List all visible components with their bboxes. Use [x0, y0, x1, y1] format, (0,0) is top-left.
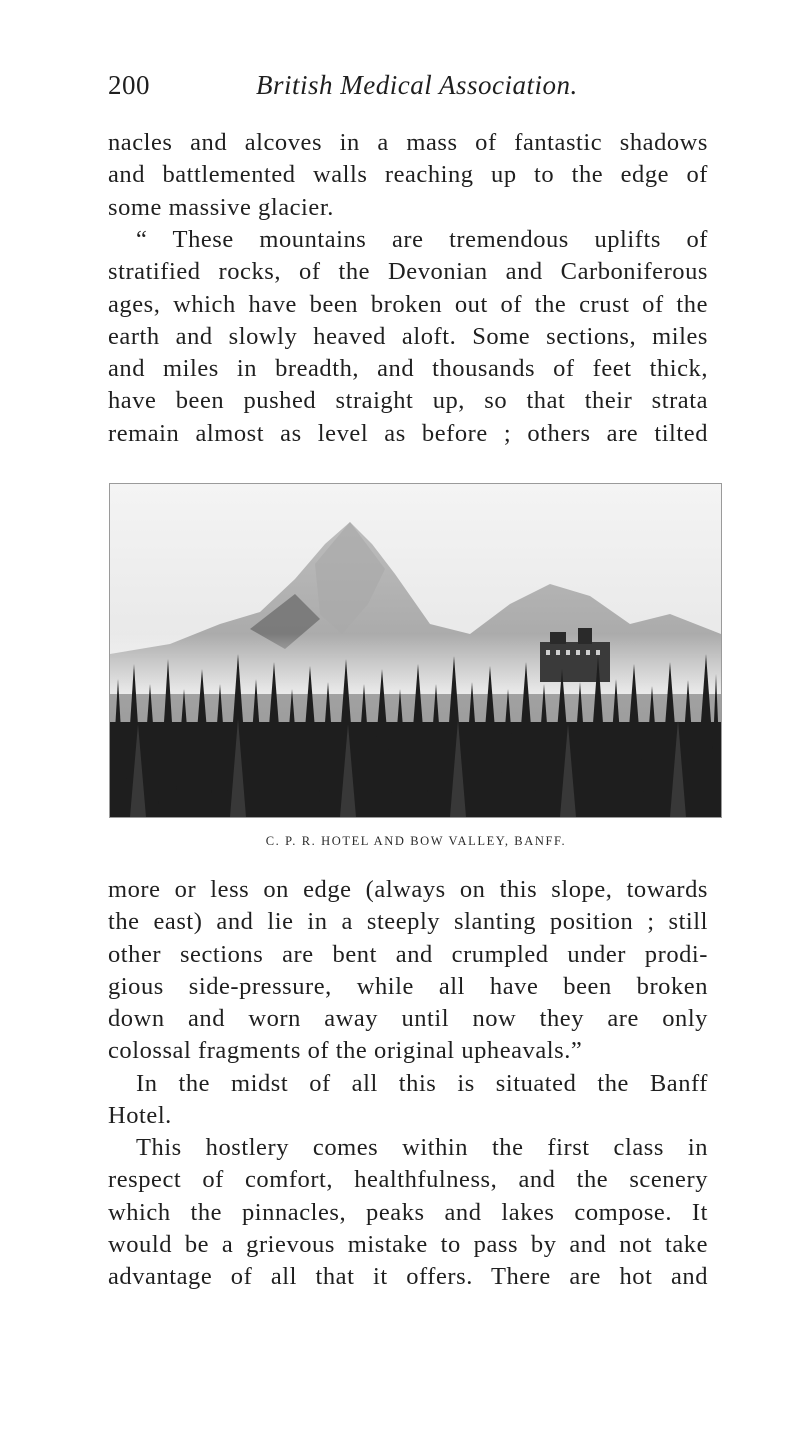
page-number: 200 — [108, 70, 150, 100]
text-line: more or less on edge (always on this slope, towards — [108, 876, 708, 903]
journal-title: British Medical Association. — [256, 70, 578, 100]
text-line: gious side-pressure, while all have been broken — [108, 972, 708, 1000]
running-head — [108, 70, 708, 110]
text-line: other sections are bent and crumpled under prodi- — [108, 940, 708, 968]
paragraph-continued — [108, 874, 708, 1068]
text-line: colossal fragments of the original upheavals.” — [108, 1037, 583, 1065]
text-line: remain almost as level as before ; others are tilted — [108, 419, 708, 447]
text-line: some massive glacier. — [108, 193, 334, 221]
text-line: and miles in breadth, and thousands of feet thick, — [108, 355, 708, 383]
text-line: down and worn away until now they are only — [108, 1005, 708, 1033]
text-line: would be a grievous mistake to pass by and not take — [108, 1230, 708, 1258]
text-line: respect of comfort, healthfulness, and the scenery — [108, 1166, 708, 1194]
text-line: nacles and alcoves in a mass of fantastic shadows — [108, 129, 708, 156]
text-line: Hotel. — [108, 1102, 172, 1130]
text-line: This hostlery comes within the first class in — [136, 1134, 708, 1161]
text-line: stratified rocks, of the Devonian and Carboniferous — [108, 258, 708, 286]
text-line: which the pinnacles, peaks and lakes compose. It — [108, 1198, 708, 1226]
illustration-plate — [109, 483, 722, 818]
text-line: earth and slowly heaved aloft. Some sections, miles — [108, 322, 708, 350]
text-line: have been pushed straight up, so that their strata — [108, 387, 708, 415]
text-line: “ These mountains are tremendous uplifts of — [136, 226, 708, 253]
paragraph-hostelry — [108, 1132, 708, 1293]
banff-landscape-illustration — [110, 484, 721, 817]
paragraph-top — [108, 127, 708, 224]
text-line: ages, which have been broken out of the crust of the — [108, 290, 708, 318]
paragraph-quote — [108, 224, 708, 450]
text-line: and battlemented walls reaching up to the edge of — [108, 161, 708, 189]
text-line: the east) and lie in a steeply slanting position ; still — [108, 908, 708, 936]
paragraph-banff-hotel — [108, 1068, 708, 1133]
text-line: In the midst of all this is situated the Banff — [136, 1070, 708, 1097]
text-line: advantage of all that it offers. There are hot and — [108, 1263, 708, 1291]
illustration-caption: C. P. R. HOTEL AND BOW VALLEY, BANFF. — [265, 834, 567, 848]
